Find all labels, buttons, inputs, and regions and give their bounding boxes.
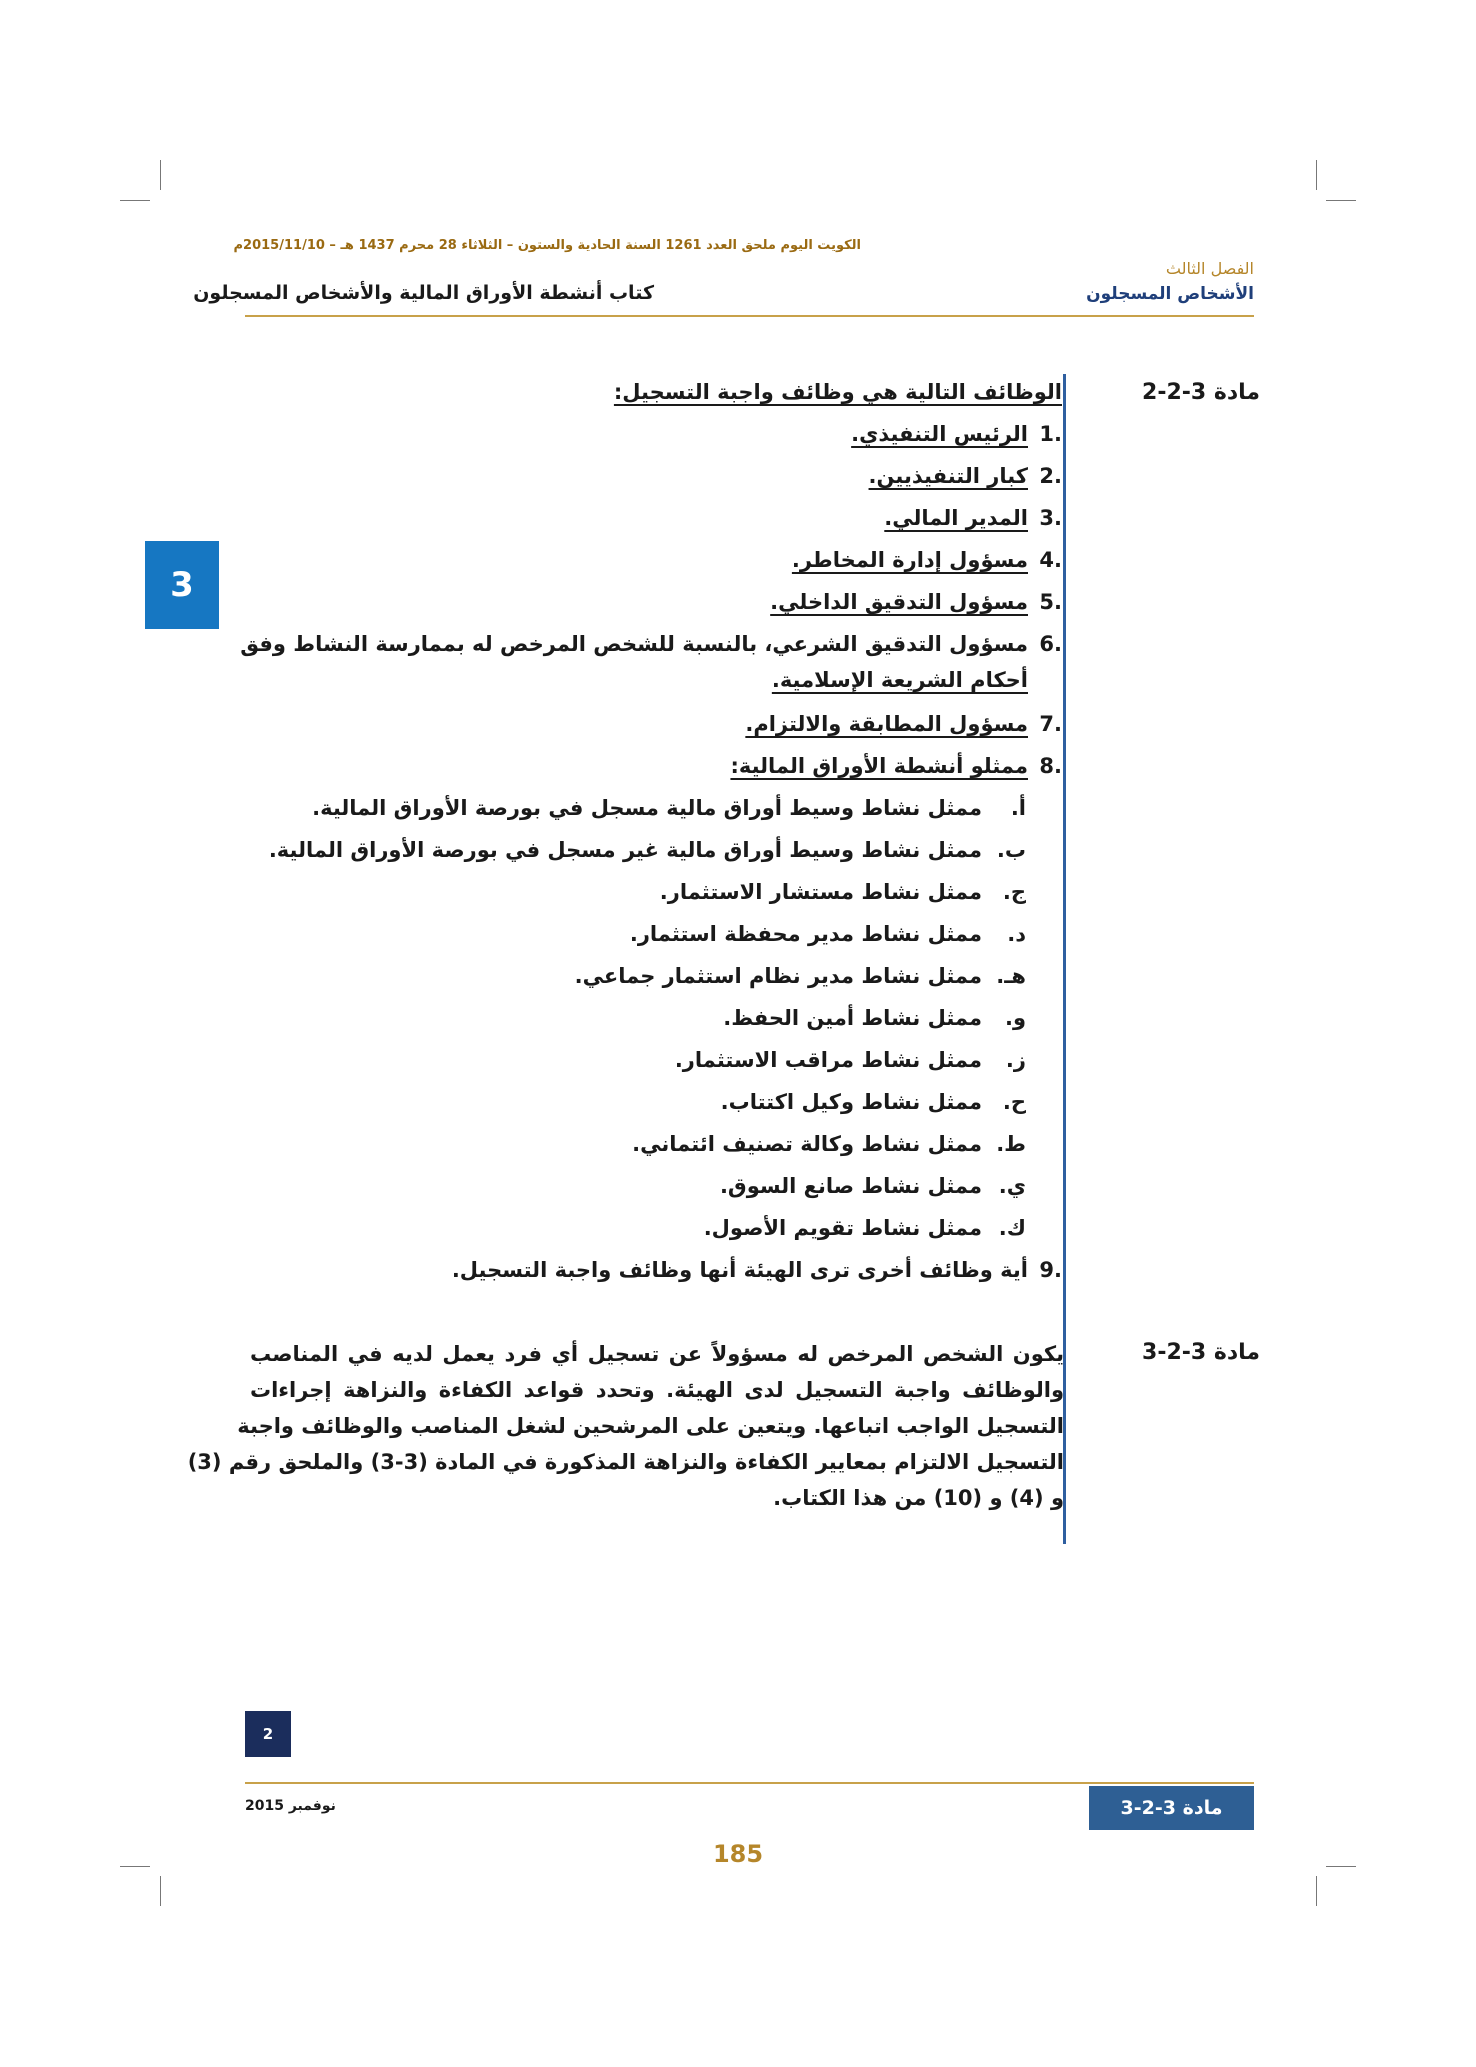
article-paragraph bbox=[187, 1336, 1064, 1516]
sub-list-item: و.ممثل نشاط أمين الحفظ. bbox=[723, 1006, 1026, 1030]
chapter-title: الفصل الثالث bbox=[1165, 259, 1254, 278]
crop-mark bbox=[160, 160, 161, 190]
article-lead: الوظائف التالية هي وظائف واجبة التسجيل: bbox=[613, 380, 1062, 404]
sub-list-item: ك.ممثل نشاط تقويم الأصول. bbox=[703, 1216, 1026, 1240]
crop-mark bbox=[160, 1876, 161, 1906]
list-item: .7مسؤول المطابقة والالتزام. bbox=[745, 712, 1062, 736]
list-item: .8ممثلو أنشطة الأوراق المالية: bbox=[730, 754, 1062, 778]
list-item: .2كبار التنفيذيين. bbox=[868, 464, 1062, 488]
sub-list-item: د.ممثل نشاط مدير محفظة استثمار. bbox=[629, 922, 1026, 946]
list-item: .9أية وظائف أخرى ترى الهيئة أنها وظائف واجبة التسجيل. bbox=[451, 1258, 1062, 1282]
footer-divider bbox=[245, 1782, 1254, 1784]
page-badge: 2 bbox=[245, 1711, 291, 1757]
footer-date: نوفمبر 2015 bbox=[245, 1798, 336, 1814]
list-item: .3المدير المالي. bbox=[884, 506, 1062, 530]
list-item: .6مسؤول التدقيق الشرعي، بالنسبة للشخص المرخص له بممارسة النشاط وفق bbox=[240, 632, 1062, 656]
paragraph-line: يكون الشخص المرخص له مسؤولاً عن تسجيل أي فرد يعمل لديه في المناصب bbox=[250, 1342, 1064, 1366]
crop-mark bbox=[1316, 160, 1317, 190]
article-label: مادة 3-2-3 bbox=[1142, 1340, 1261, 1365]
sub-list-item: ي.ممثل نشاط صانع السوق. bbox=[719, 1174, 1026, 1198]
paragraph-line: التسجيل الواجب اتباعها. ويتعين على المرشحين لشغل المناصب والوظائف واجبة bbox=[237, 1414, 1064, 1438]
paragraph-line: والوظائف واجبة التسجيل لدى الهيئة. وتحدد قواعد الكفاءة والنزاهة إجراءات bbox=[250, 1378, 1064, 1402]
list-item: .1الرئيس التنفيذي. bbox=[851, 422, 1062, 446]
sub-list-item: أ.ممثل نشاط وسيط أوراق مالية مسجل في بورصة الأوراق المالية. bbox=[312, 796, 1026, 820]
sub-list-item: ج.ممثل نشاط مستشار الاستثمار. bbox=[659, 880, 1026, 904]
sub-list-item: هـ.ممثل نشاط مدير نظام استثمار جماعي. bbox=[574, 964, 1026, 988]
crop-mark bbox=[1326, 200, 1356, 201]
crop-mark bbox=[1316, 1876, 1317, 1906]
book-title: كتاب أنشطة الأوراق المالية والأشخاص المسجلون bbox=[193, 282, 654, 304]
chapter-subtitle: الأشخاص المسجلون bbox=[1086, 284, 1254, 304]
sub-list-item: ب.ممثل نشاط وسيط أوراق مالية غير مسجل في بورصة الأوراق المالية. bbox=[268, 838, 1026, 862]
list-item-continuation: أحكام الشريعة الإسلامية. bbox=[771, 668, 1028, 692]
footer-article-badge: مادة 3-2-3 bbox=[1089, 1786, 1254, 1830]
gazette-reference: الكويت اليوم ملحق العدد 1261 السنة الحادية والستون – الثلاثاء 28 محرم 1437 هـ – 2015/11/10م bbox=[233, 238, 861, 253]
article-label: مادة 3-2-2 bbox=[1142, 380, 1261, 405]
paragraph-line: التسجيل الالتزام بمعايير الكفاءة والنزاهة المذكورة في المادة (3-3) والملحق رقم (3) bbox=[187, 1450, 1064, 1474]
crop-mark bbox=[120, 200, 150, 201]
sub-list-item: ز.ممثل نشاط مراقب الاستثمار. bbox=[674, 1048, 1026, 1072]
paragraph-line: و (4) و (10) من هذا الكتاب. bbox=[773, 1486, 1064, 1510]
sub-list-item: ح.ممثل نشاط وكيل اكتتاب. bbox=[720, 1090, 1026, 1114]
list-item: .4مسؤول إدارة المخاطر. bbox=[791, 548, 1062, 572]
list-item: .5مسؤول التدقيق الداخلي. bbox=[770, 590, 1062, 614]
chapter-side-tab: 3 bbox=[145, 541, 219, 629]
page-number: 185 bbox=[712, 1840, 764, 1868]
header-divider bbox=[245, 315, 1254, 317]
sub-list-item: ط.ممثل نشاط وكالة تصنيف ائتماني. bbox=[632, 1132, 1026, 1156]
